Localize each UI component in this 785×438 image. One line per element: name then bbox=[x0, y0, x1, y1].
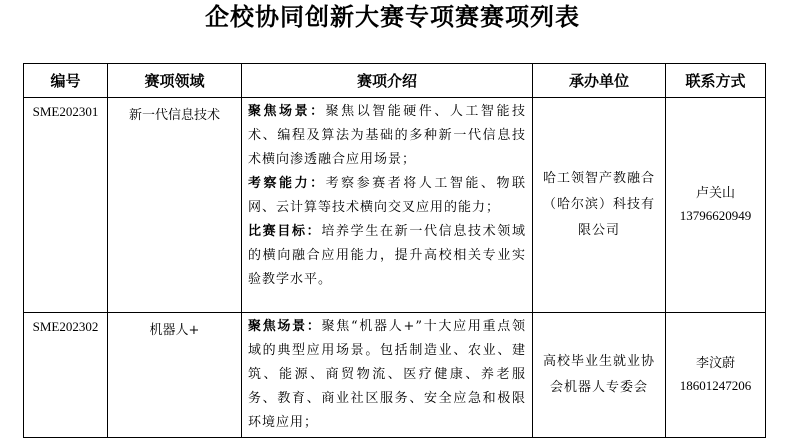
intro-text: 考察参赛者将人工智能、物联网、云计算等技术横向交叉应用的能力； bbox=[248, 176, 526, 215]
competition-table bbox=[23, 63, 766, 438]
item-intro bbox=[242, 313, 533, 438]
page-title: 企校协同创新大赛专项赛赛项列表 bbox=[205, 2, 580, 31]
intro-label: 比赛目标： bbox=[248, 224, 322, 239]
intro-label: 聚焦场景： bbox=[248, 104, 326, 119]
intro-text: 聚焦以智能硬件、人工智能技术、编程及算法为基础的多种新一代信息技术横向渗透融合应用场景； bbox=[248, 104, 526, 167]
item-intro bbox=[242, 98, 533, 313]
item-field: 新一代信息技术 bbox=[108, 98, 242, 313]
item-contact bbox=[666, 98, 766, 313]
intro-paragraph bbox=[248, 220, 526, 292]
column-header-contact: 联系方式 bbox=[666, 64, 766, 98]
item-organizer: 高校毕业生就业协会机器人专委会 bbox=[533, 313, 666, 438]
column-header-intro: 赛项介绍 bbox=[242, 64, 533, 98]
column-header-organizer: 承办单位 bbox=[533, 64, 666, 98]
intro-paragraph bbox=[248, 172, 526, 220]
item-contact bbox=[666, 313, 766, 438]
contact-phone: 18601247206 bbox=[679, 378, 752, 393]
item-organizer: 哈工领智产教融合（哈尔滨）科技有限公司 bbox=[533, 98, 666, 313]
table-header-row bbox=[24, 64, 766, 98]
table-row bbox=[24, 313, 766, 438]
item-code: SME202302 bbox=[24, 313, 108, 438]
item-code: SME202301 bbox=[24, 98, 108, 313]
column-header-code: 编号 bbox=[24, 64, 108, 98]
intro-paragraph bbox=[248, 100, 526, 172]
contact-phone: 13796620949 bbox=[679, 208, 752, 223]
intro-paragraph bbox=[248, 315, 526, 435]
intro-text: 聚焦“机器人+”十大应用重点领域的典型应用场景。包括制造业、农业、建筑、能源、商贸物流、医疗健康、养老服务、教育、商业社区服务、安全应急和极限环境应用； bbox=[248, 319, 526, 430]
intro-text: 培养学生在新一代信息技术领域的横向融合应用能力，提升高校相关专业实验教学水平。 bbox=[248, 224, 526, 287]
intro-label: 聚焦场景： bbox=[248, 319, 322, 334]
item-field: 机器人+ bbox=[108, 313, 242, 438]
contact-name: 卢关山 bbox=[695, 186, 735, 201]
column-header-field: 赛项领域 bbox=[108, 64, 242, 98]
contact-name: 李汶蔚 bbox=[695, 356, 735, 371]
table-row bbox=[24, 98, 766, 313]
intro-label: 考察能力： bbox=[248, 176, 326, 191]
